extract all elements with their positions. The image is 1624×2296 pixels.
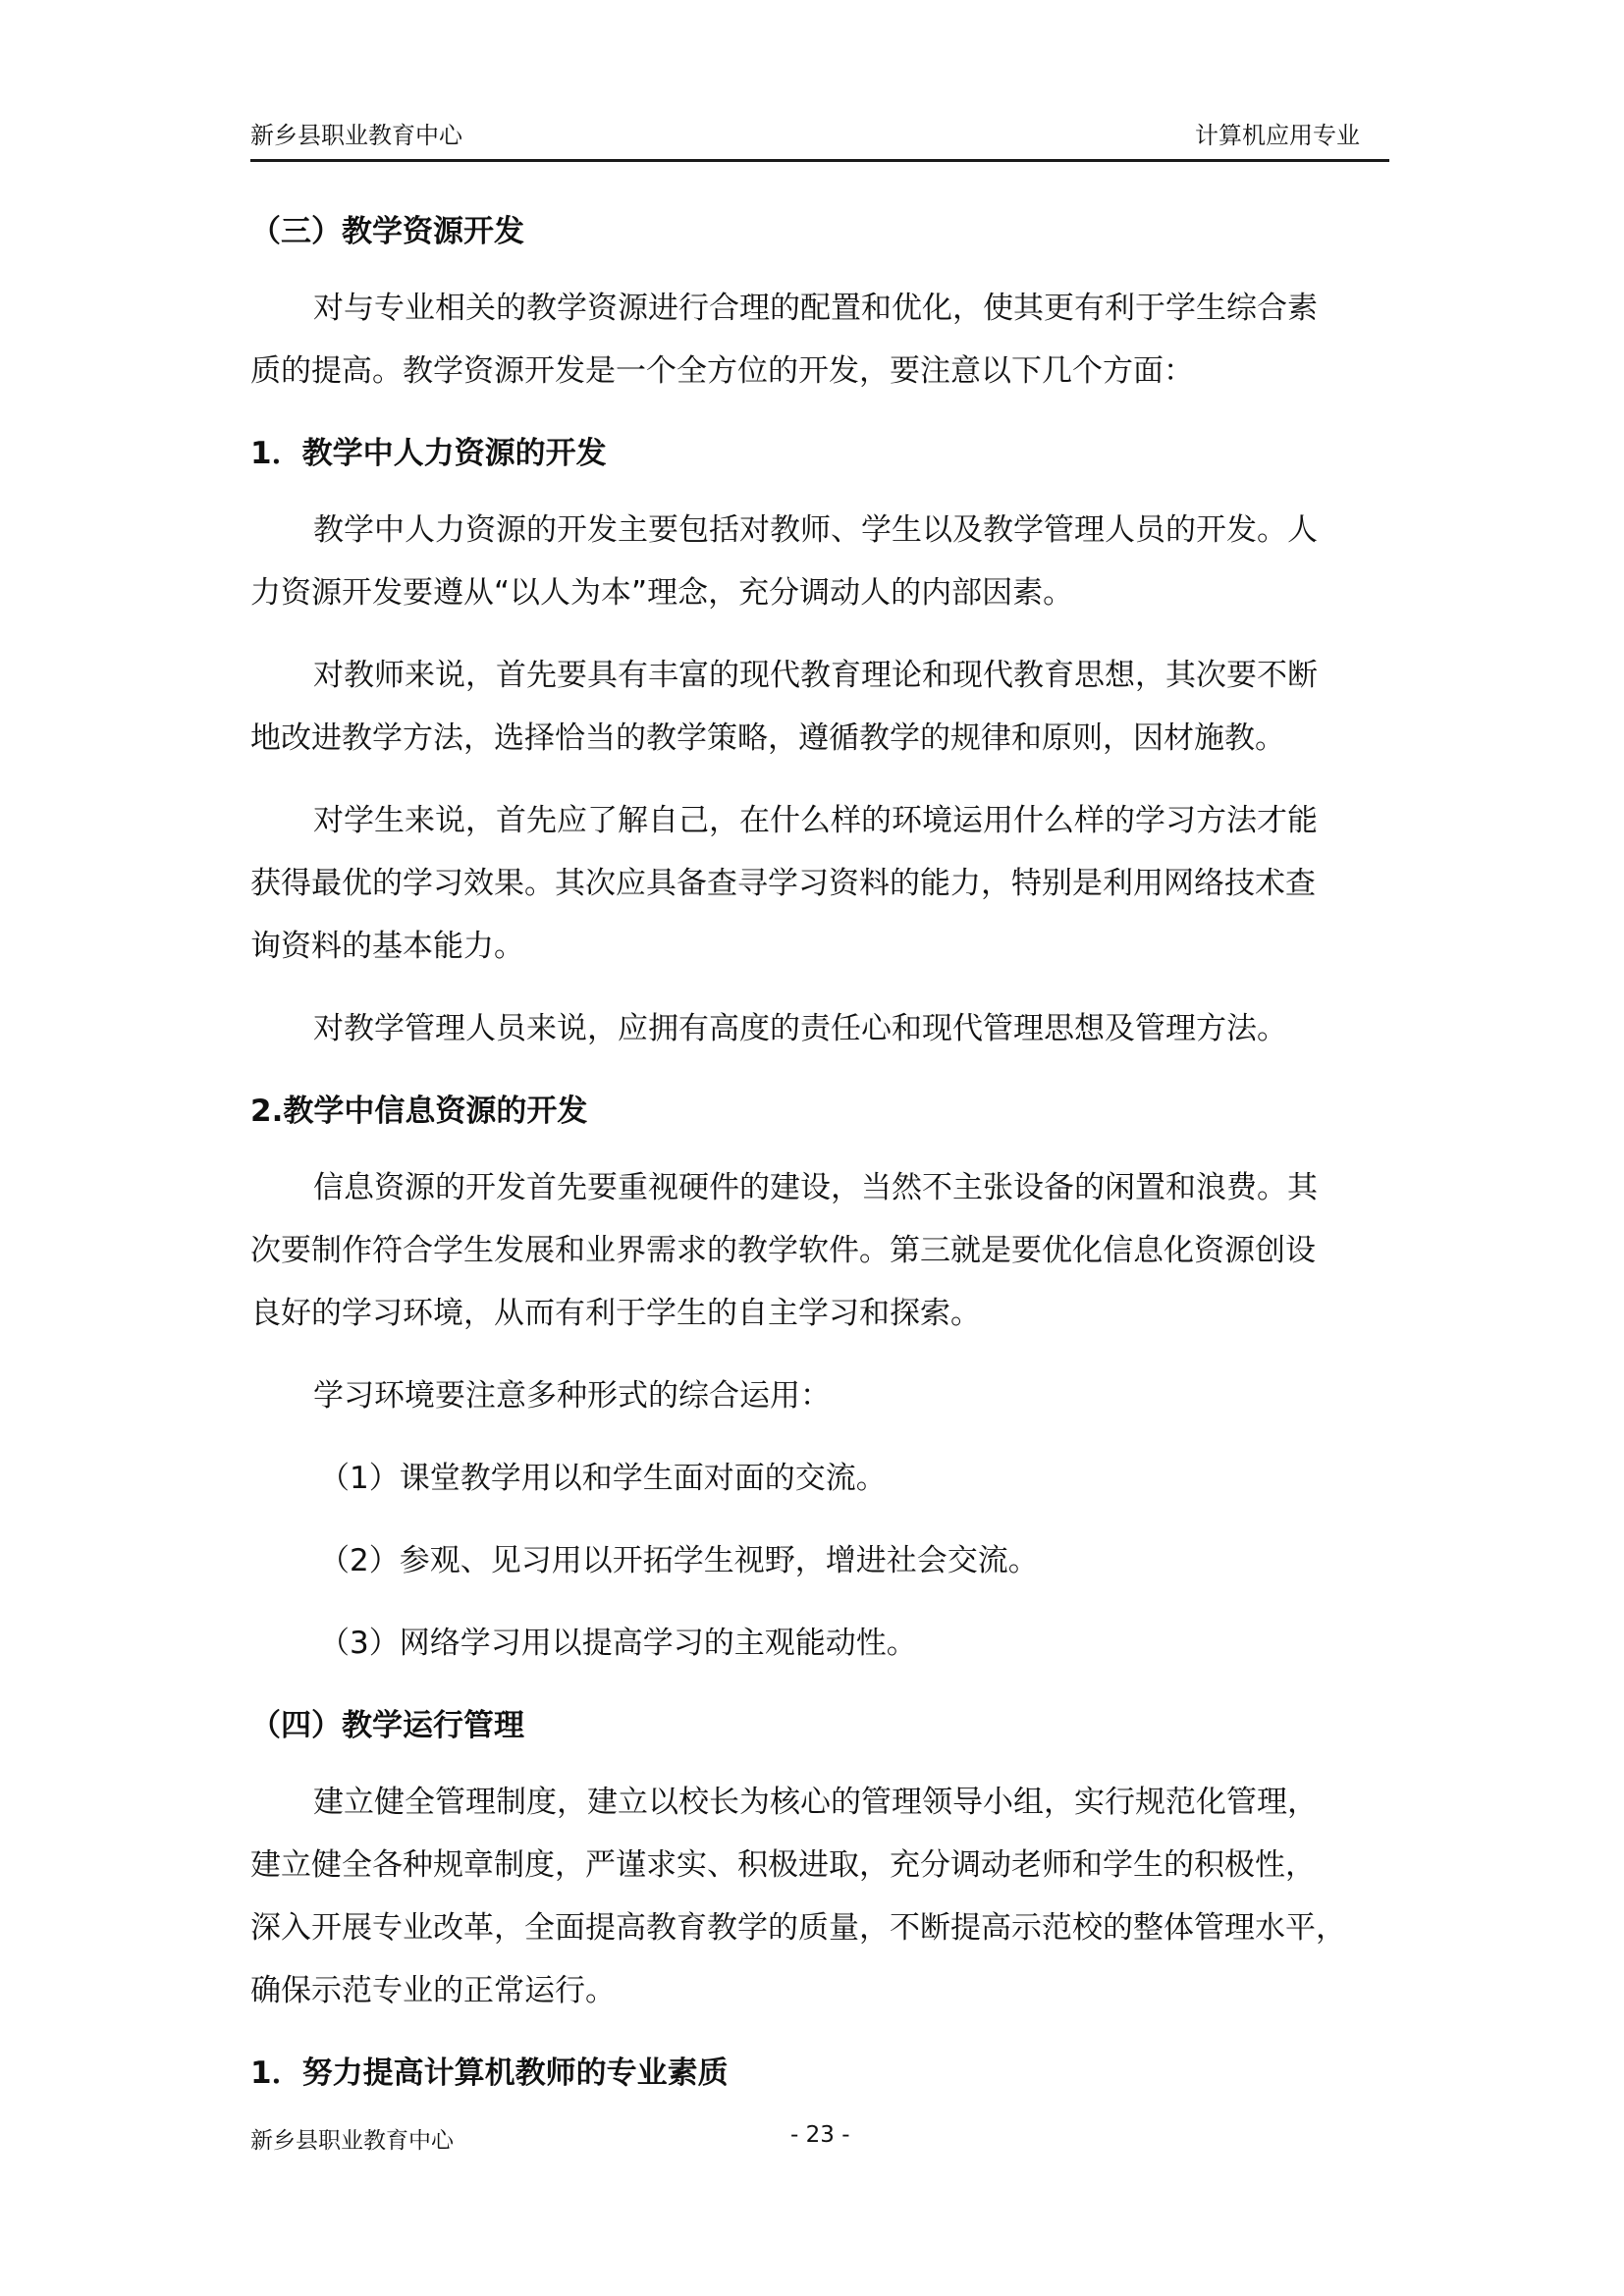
- paragraph-line: 对教学管理人员来说，应拥有高度的责任心和现代管理思想及管理方法。: [313, 1011, 1287, 1046]
- paragraph-line: 信息资源的开发首先要重视硬件的建设，当然不主张设备的闲置和浪费。其: [313, 1170, 1318, 1205]
- paragraph-line: 获得最优的学习效果。其次应具备查寻学习资料的能力，特别是利用网络技术查: [250, 866, 1316, 901]
- section-heading-4: （四）教学运行管理: [250, 1708, 524, 1743]
- paragraph-line: 质的提高。教学资源开发是一个全方位的开发，要注意以下几个方面：: [250, 353, 1194, 389]
- page-number: - 23 -: [790, 2122, 850, 2148]
- paragraph-line: 学习环境要注意多种形式的综合运用：: [313, 1378, 831, 1414]
- paragraph-line: 次要制作符合学生发展和业界需求的教学软件。第三就是要优化信息化资源创设: [250, 1233, 1316, 1268]
- paragraph-line: 确保示范专业的正常运行。: [250, 1973, 616, 2008]
- header-major-name: 计算机应用专业: [1195, 122, 1360, 149]
- header-school-name: 新乡县职业教育中心: [250, 122, 462, 149]
- page-header: [250, 110, 1389, 162]
- list-item: （3）网络学习用以提高学习的主观能动性。: [319, 1626, 917, 1661]
- paragraph-line: 对学生来说，首先应了解自己，在什么样的环境运用什么样的学习方法才能: [313, 803, 1318, 838]
- list-item: （2）参观、见习用以开拓学生视野，增进社会交流。: [319, 1543, 1039, 1578]
- paragraph-line: 询资料的基本能力。: [250, 929, 524, 964]
- subsection-heading: 1．努力提高计算机教师的专业素质: [250, 2056, 729, 2091]
- paragraph-line: 地改进教学方法，选择恰当的教学策略，遵循教学的规律和原则，因材施教。: [250, 721, 1285, 756]
- paragraph-line: 深入开展专业改革，全面提高教育教学的质量，不断提高示范校的整体管理水平，: [250, 1910, 1346, 1946]
- list-item: （1）课堂教学用以和学生面对面的交流。: [319, 1461, 887, 1496]
- paragraph-line: 对教师来说，首先要具有丰富的现代教育理论和现代教育思想，其次要不断: [313, 658, 1318, 693]
- subsection-heading: 1．教学中人力资源的开发: [250, 436, 607, 471]
- paragraph-line: 教学中人力资源的开发主要包括对教师、学生以及教学管理人员的开发。人: [313, 512, 1318, 548]
- paragraph-line: 建立健全管理制度，建立以校长为核心的管理领导小组，实行规范化管理，: [313, 1785, 1318, 1820]
- paragraph-line: 建立健全各种规章制度，严谨求实、积极进取，充分调动老师和学生的积极性，: [250, 1847, 1316, 1883]
- paragraph-line: 对与专业相关的教学资源进行合理的配置和优化，使其更有利于学生综合素: [313, 291, 1318, 326]
- section-heading-3: （三）教学资源开发: [250, 214, 524, 249]
- paragraph-line: 良好的学习环境，从而有利于学生的自主学习和探索。: [250, 1296, 981, 1331]
- subsection-heading: 2.教学中信息资源的开发: [250, 1094, 588, 1129]
- paragraph-line: 力资源开发要遵从“以人为本”理念，充分调动人的内部因素。: [250, 575, 1074, 611]
- footer-school-name: 新乡县职业教育中心: [250, 2128, 454, 2154]
